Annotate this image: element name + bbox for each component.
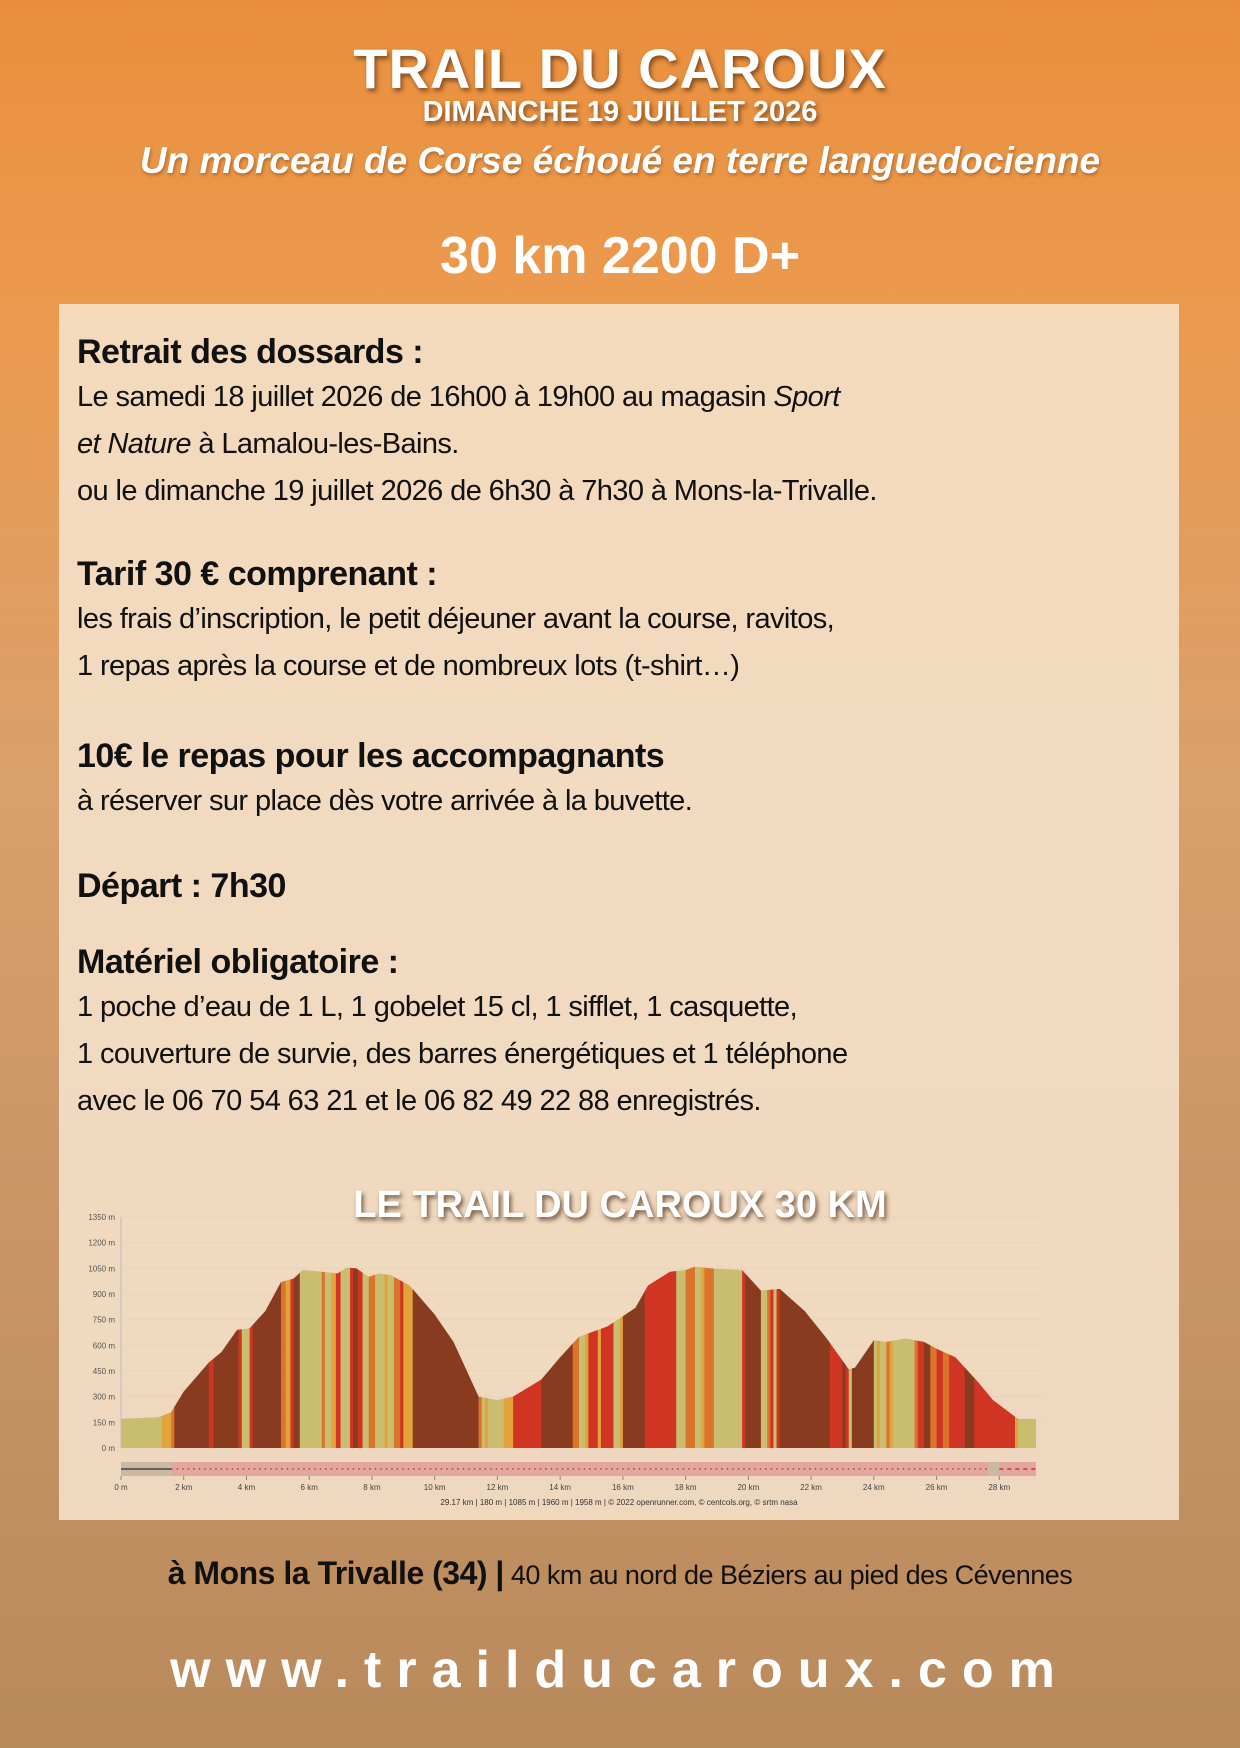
y-tick-label: 600 m [92, 1341, 115, 1351]
section-materiel [77, 940, 847, 1125]
slope-stripe [965, 1217, 975, 1448]
y-tick-label: 0 m [101, 1444, 115, 1453]
slope-stripe [322, 1217, 325, 1448]
slope-stripe [488, 1217, 504, 1448]
slope-stripe [849, 1217, 852, 1448]
slope-stripe [300, 1217, 322, 1448]
x-tick-label: 20 km [737, 1483, 760, 1492]
slope-stripe [745, 1217, 761, 1448]
slope-stripe [286, 1217, 291, 1448]
slope-stripe [369, 1217, 376, 1448]
slope-stripe [588, 1217, 598, 1448]
x-tick-label: 8 km [363, 1483, 381, 1492]
slope-stripe [767, 1217, 770, 1448]
slope-stripe [742, 1217, 745, 1448]
slope-stripe [613, 1217, 620, 1448]
slope-stripe [281, 1217, 286, 1448]
slope-stripe [949, 1217, 965, 1448]
chart-title: LE TRAIL DU CAROUX 30 KM [353, 1184, 887, 1226]
slope-stripe [761, 1217, 768, 1448]
x-tick-label: 6 km [300, 1483, 318, 1492]
heading-repas: 10€ le repas pour les accompagnants [77, 737, 665, 775]
slope-stripe [686, 1217, 696, 1448]
slope-stripe [162, 1217, 172, 1448]
heading-retrait: Retrait des dossards : [77, 333, 424, 371]
section-repas [77, 734, 692, 825]
slope-stripe [394, 1217, 401, 1448]
slope-stripe [375, 1217, 385, 1448]
event-title: TRAIL DU CAROUX [353, 37, 887, 100]
slope-stripe [350, 1217, 353, 1448]
slope-stripe [704, 1217, 714, 1448]
section-depart [77, 864, 286, 908]
slope-stripe [121, 1217, 162, 1448]
slope-stripe [645, 1217, 677, 1448]
slope-stripe [886, 1217, 889, 1448]
slope-stripe [384, 1217, 387, 1448]
y-tick-label: 1350 m [88, 1213, 115, 1222]
heading-depart: Départ : 7h30 [77, 867, 286, 905]
slope-stripe [846, 1217, 849, 1448]
slope-stripe [830, 1217, 843, 1448]
slope-stripe [485, 1217, 488, 1448]
slope-stripe [918, 1217, 925, 1448]
slope-stripe [893, 1217, 915, 1448]
y-tick-label: 150 m [92, 1418, 115, 1428]
surface-road-end [988, 1462, 999, 1476]
slope-stripe [880, 1217, 887, 1448]
x-tick-label: 12 km [486, 1483, 509, 1492]
x-tick-label: 16 km [611, 1483, 634, 1492]
slope-stripe [325, 1217, 332, 1448]
slope-stripe [331, 1217, 336, 1448]
slope-stripe [930, 1217, 937, 1448]
slope-stripe [353, 1217, 358, 1448]
x-tick-label: 18 km [674, 1483, 697, 1492]
materiel-line-1: 1 poche d’eau de 1 L, 1 gobelet 15 cl, 1 sifflet, 1 casquette, [77, 991, 798, 1023]
slope-stripe [623, 1217, 645, 1448]
slope-stripe [573, 1217, 580, 1448]
x-tick-label: 4 km [237, 1483, 256, 1492]
location-info: 40 km au nord de Béziers au pied des Cévennes [503, 1560, 1073, 1590]
slope-stripe [579, 1217, 586, 1448]
y-tick-label: 900 m [92, 1290, 115, 1299]
slope-stripe [714, 1217, 743, 1448]
section-retrait [77, 330, 877, 515]
tarif-line-1: les frais d’inscription, le petit déjeuner avant la course, ravitos, [77, 603, 835, 635]
slope-stripe [877, 1217, 880, 1448]
slope-stripe [937, 1217, 944, 1448]
slope-stripe [336, 1217, 341, 1448]
slope-stripe [676, 1217, 686, 1448]
x-tick-label: 24 km [862, 1483, 885, 1492]
slope-stripe [290, 1217, 293, 1448]
retrait-line-2 [77, 421, 877, 468]
chart-stats: 29.17 km | 180 m | 1085 m | 1960 m | 1958 m | © 2022 openrunner.com, © centcols.org, © srtm nasa [440, 1498, 798, 1507]
slope-stripe [479, 1217, 482, 1448]
y-tick-label: 1200 m [88, 1238, 115, 1248]
website-url[interactable]: www.trailducaroux.com [170, 1641, 1070, 1699]
slope-stripe [358, 1217, 363, 1448]
location: à Mons la Trivalle (34) | [167, 1555, 504, 1591]
slope-stripe [1015, 1217, 1018, 1448]
y-tick-label: 750 m [92, 1315, 115, 1325]
slope-stripe [250, 1217, 253, 1448]
slope-stripe [400, 1217, 403, 1448]
slope-stripe [601, 1217, 614, 1448]
slope-stripe [943, 1217, 950, 1448]
slope-stripe [214, 1217, 239, 1448]
text: à Lamalou-les-Bains. [190, 428, 459, 460]
shop-name: Sport [773, 381, 840, 413]
x-tick-label: 14 km [549, 1483, 572, 1492]
tarif-line-2: 1 repas après la course et de nombreux lots (t-shirt…) [77, 650, 740, 682]
slope-stripe [770, 1217, 773, 1448]
retrait-line-1 [77, 374, 877, 421]
footer-location [0, 1555, 1240, 1592]
slope-stripe [253, 1217, 282, 1448]
elevation-profile-chart [59, 1200, 1179, 1520]
slope-stripe [363, 1217, 370, 1448]
slope-stripe [695, 1217, 702, 1448]
slope-stripe [388, 1217, 395, 1448]
x-tick-label: 26 km [925, 1483, 948, 1492]
slope-stripe [924, 1217, 931, 1448]
slope-stripe [620, 1217, 623, 1448]
x-tick-label: 28 km [988, 1483, 1011, 1492]
slope-stripe [242, 1217, 250, 1448]
x-tick-label: 10 km [423, 1483, 446, 1492]
slope-stripe [482, 1217, 485, 1448]
event-date: DIMANCHE 19 JUILLET 2026 [422, 96, 818, 128]
slope-stripe [171, 1217, 174, 1448]
y-tick-label: 1050 m [88, 1264, 115, 1274]
slope-stripe [598, 1217, 601, 1448]
slope-stripe [988, 1217, 1015, 1448]
section-tarif [77, 552, 834, 690]
profile-area [121, 1217, 1036, 1448]
materiel-line-3: avec le 06 70 54 63 21 et le 06 82 49 22 88 enregistrés. [77, 1085, 761, 1117]
slope-stripe [773, 1217, 776, 1448]
slope-stripe [842, 1217, 845, 1448]
slope-stripe [852, 1217, 874, 1448]
tagline: Un morceau de Corse échoué en terre languedocienne [139, 140, 1101, 181]
slope-stripe [504, 1217, 514, 1448]
slope-stripe [874, 1217, 877, 1448]
slope-stripe [915, 1217, 918, 1448]
slope-stripe [341, 1217, 351, 1448]
slope-stripe [174, 1217, 209, 1448]
repas-line-1: à réserver sur place dès votre arrivée à la buvette. [77, 785, 693, 817]
materiel-line-2: 1 couverture de survie, des barres énergétiques et 1 téléphone [77, 1038, 848, 1070]
slope-stripe [413, 1217, 479, 1448]
retrait-line-3: ou le dimanche 19 juillet 2026 de 6h30 à 7h30 à Mons-la-Trivalle. [77, 475, 877, 507]
slope-stripe [541, 1217, 573, 1448]
x-tick-label: 22 km [800, 1483, 822, 1492]
slope-stripe [209, 1217, 214, 1448]
slope-stripe [294, 1217, 301, 1448]
x-tick-label: 2 km [175, 1483, 193, 1492]
slope-stripe [780, 1217, 830, 1448]
x-tick-label: 0 m [114, 1483, 128, 1492]
slope-stripe [403, 1217, 413, 1448]
slope-stripe [890, 1217, 893, 1448]
slope-stripe [701, 1217, 704, 1448]
heading-materiel: Matériel obligatoire : [77, 943, 399, 981]
slope-stripe [974, 1217, 988, 1448]
shop-name: et Nature [77, 428, 191, 460]
heading-tarif: Tarif 30 € comprenant : [77, 555, 438, 593]
text: Le samedi 18 juillet 2026 de 16h00 à 19h00 au magasin [77, 381, 774, 413]
slope-stripe [777, 1217, 780, 1448]
y-tick-label: 450 m [92, 1367, 115, 1376]
slope-stripe [1018, 1217, 1036, 1448]
race-distance: 30 km 2200 D+ [440, 227, 800, 285]
slope-stripe [513, 1217, 542, 1448]
y-tick-label: 300 m [92, 1392, 115, 1402]
slope-stripe [585, 1217, 588, 1448]
slope-stripe [239, 1217, 242, 1448]
